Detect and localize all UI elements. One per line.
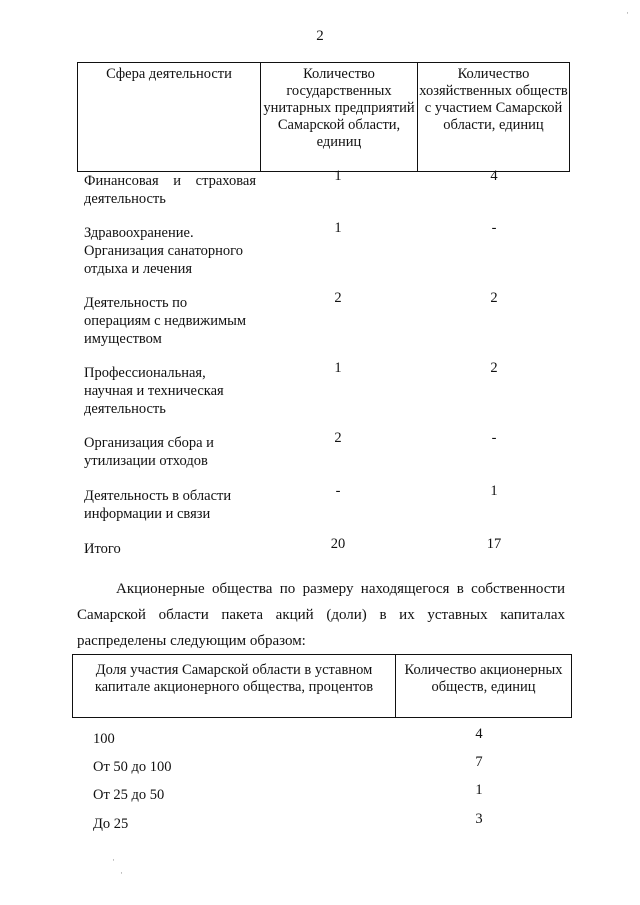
row-value: 1 xyxy=(475,782,483,798)
row-hoz-value: 4 xyxy=(490,168,498,184)
paragraph-text: Акционерные общества по размеру находящегося в собственности Самарской области пакета акций (доли) в их уставных капиталах распределены следующим образом: xyxy=(77,581,565,649)
row-gup-value: 2 xyxy=(334,430,342,446)
row-gup-value: - xyxy=(335,483,341,499)
table1-header-gup-count: Количество государственных унитарных предприятий Самарской области, единиц xyxy=(261,63,418,171)
row-hoz-value: - xyxy=(491,430,497,446)
scan-speck: · xyxy=(120,868,123,878)
table2-header-count: Количество акционерных обществ, единиц xyxy=(404,662,563,695)
total-gup-value: 20 xyxy=(330,536,346,552)
row-value: 7 xyxy=(475,754,483,770)
row-label: Деятельность по операциям с недвижимым имуществом xyxy=(84,295,247,347)
total-hoz-value: 17 xyxy=(486,536,502,552)
scan-speck: · xyxy=(626,8,629,18)
row-label: 100 xyxy=(93,731,115,747)
row-gup-value: 1 xyxy=(334,360,342,376)
row-value: 4 xyxy=(475,726,483,742)
total-label: Итого xyxy=(84,541,121,557)
row-gup-value: 1 xyxy=(334,220,342,236)
row-hoz-value: - xyxy=(491,220,497,236)
row-label: Деятельность в области информации и связи xyxy=(84,488,232,522)
table2-header-share: Доля участия Самарской области в уставном капитале акционерного общества, процентов xyxy=(73,655,396,717)
table2-header xyxy=(72,654,572,718)
row-label: От 50 до 100 xyxy=(93,759,172,775)
table1-header xyxy=(77,62,570,172)
row-gup-value: 1 xyxy=(334,168,342,184)
table1-header-sphere: Сфера деятельности xyxy=(78,63,261,171)
row-label: Финансовая и страховая деятельность xyxy=(84,173,256,207)
row-label: Организация сбора и утилизации отходов xyxy=(84,435,214,469)
table1-header-hoz-count: Количество хозяйственных обществ с участием Самарской области, единиц xyxy=(419,66,568,133)
row-gup-value: 2 xyxy=(334,290,342,306)
row-hoz-value: 1 xyxy=(490,483,498,499)
row-label: Профессиональная, научная и техническая деятельность xyxy=(84,365,224,417)
page-number: 2 xyxy=(316,28,324,44)
row-value: 3 xyxy=(475,811,483,827)
scan-speck: · xyxy=(112,855,115,865)
row-label: От 25 до 50 xyxy=(93,787,165,803)
row-label: Здравоохранение. Организация санаторного отдыха и лечения xyxy=(84,225,243,277)
row-hoz-value: 2 xyxy=(490,360,498,376)
row-label: До 25 xyxy=(93,816,129,832)
row-hoz-value: 2 xyxy=(490,290,498,306)
body-paragraph xyxy=(77,576,565,654)
